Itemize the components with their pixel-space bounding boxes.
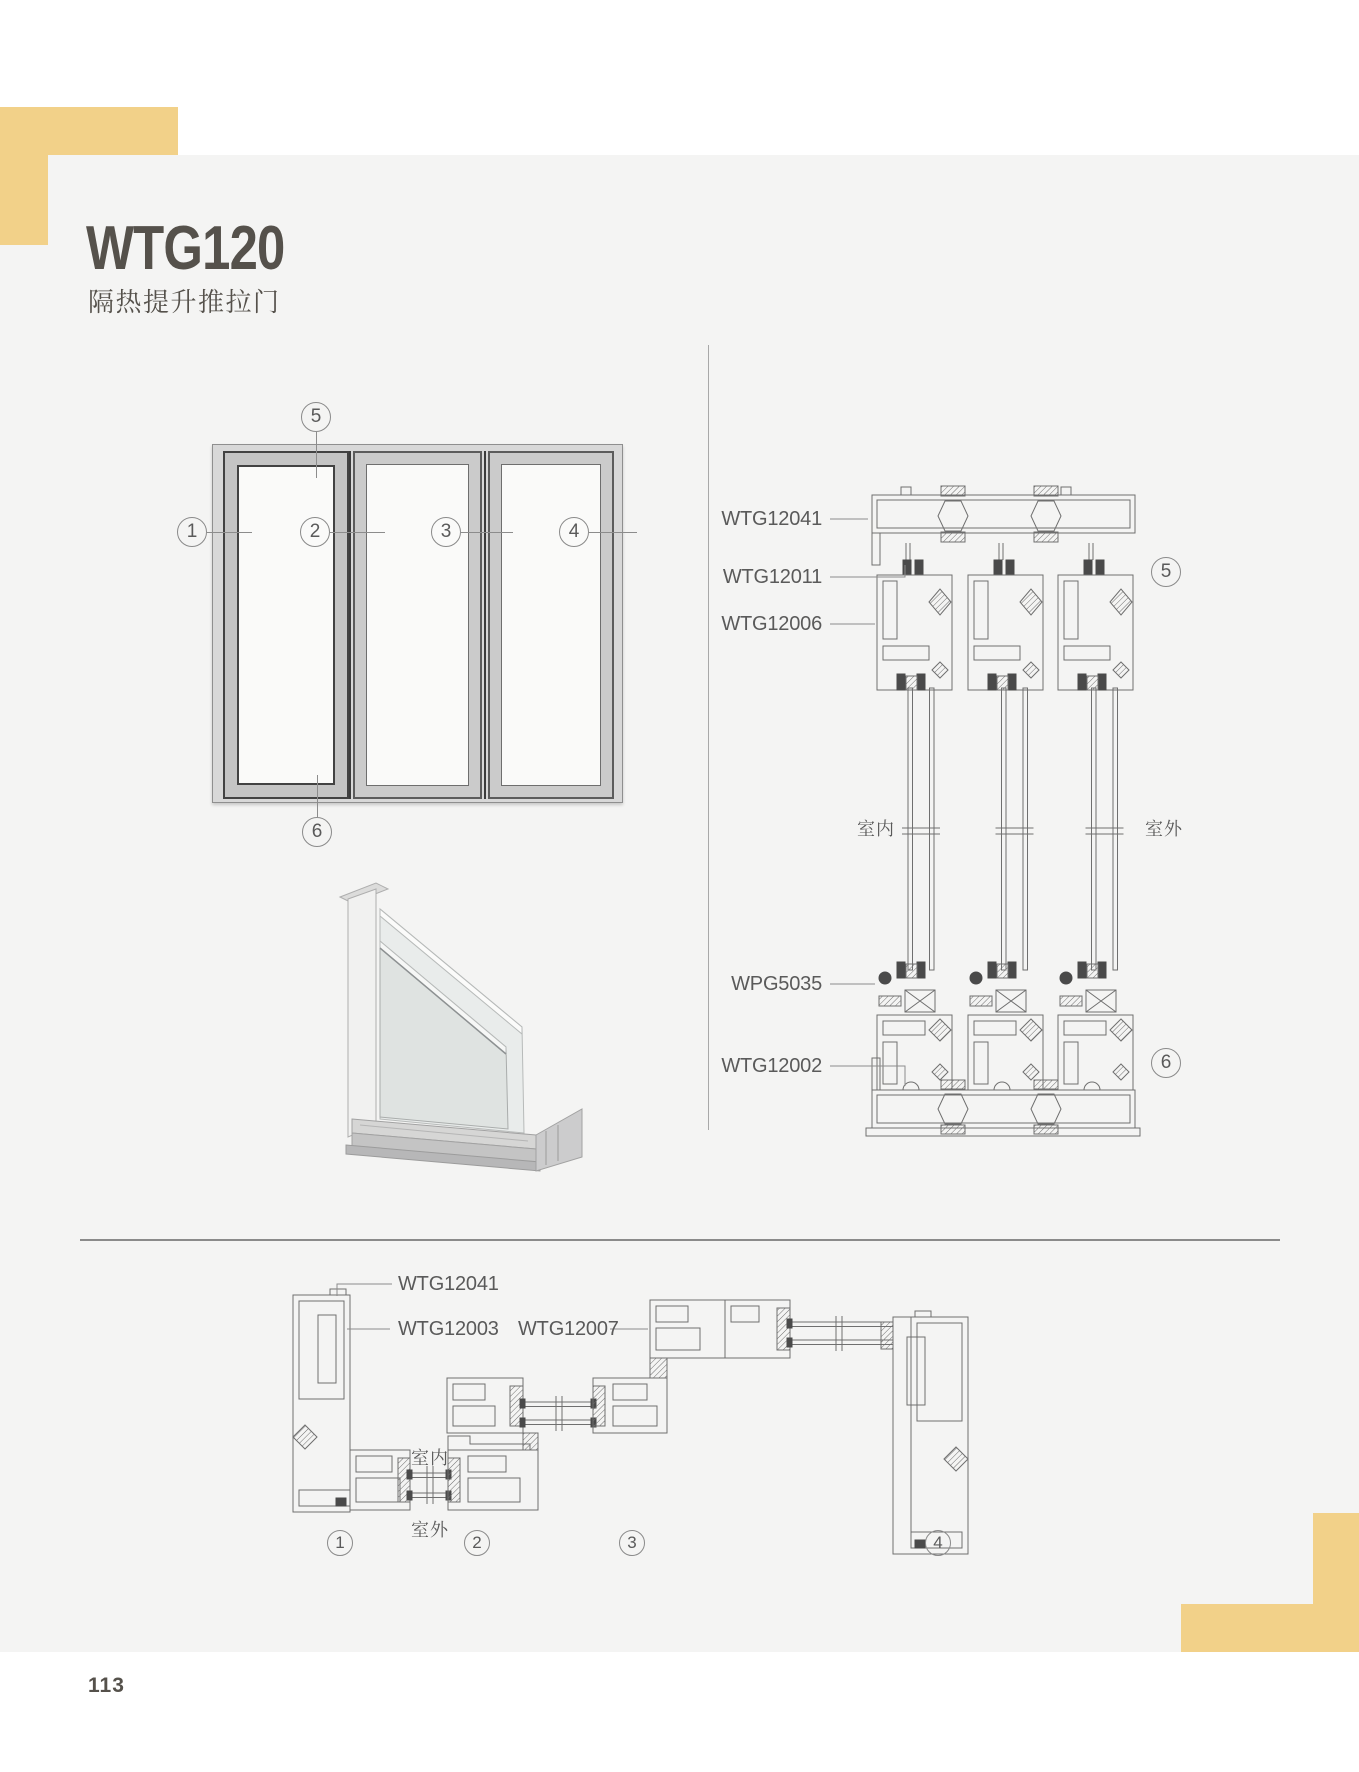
callout-2: 2 <box>300 517 330 547</box>
label-bead: WPG5035 <box>731 973 822 995</box>
leader-line <box>317 775 318 817</box>
left-jamb-profile <box>293 1289 350 1512</box>
leader-line <box>316 432 317 478</box>
leaf-2-profile <box>447 1378 596 1510</box>
label-top-frame: WTG12041 <box>721 508 822 530</box>
label-indoor-bottom: 室内 <box>411 1448 449 1468</box>
profile-3d-render <box>290 875 590 1190</box>
label-leaf-stile: WTG12003 <box>398 1318 499 1340</box>
label-sash-bottom: WTG12002 <box>721 1055 822 1077</box>
label-head-insert: WTG12011 <box>722 566 822 588</box>
label-indoor: 室内 <box>857 819 895 839</box>
leader-line <box>461 532 513 533</box>
label-interlock: WTG12007 <box>518 1318 619 1340</box>
sash-bottom-profiles <box>877 962 1133 1090</box>
sash-head-profiles <box>877 560 1133 690</box>
callout-5: 5 <box>301 402 331 432</box>
horizontal-section-drawing <box>260 1250 1050 1570</box>
page-number: 113 <box>88 1674 125 1697</box>
callout-bottom-4: 4 <box>925 1530 951 1556</box>
label-outdoor-bottom: 室外 <box>411 1520 449 1540</box>
callout-bottom-2: 2 <box>464 1530 490 1556</box>
door-panel-3-glass <box>501 464 601 786</box>
label-frame-jamb: WTG12041 <box>398 1273 499 1295</box>
section-separator <box>80 1239 1280 1241</box>
leaf-3-profile <box>593 1300 893 1433</box>
callout-1: 1 <box>177 517 207 547</box>
bottom-track-profile <box>866 1058 1140 1136</box>
callout-section-5: 5 <box>1151 557 1181 587</box>
callout-3: 3 <box>431 517 461 547</box>
glazing-units <box>902 688 1124 970</box>
door-panel-1-glass <box>237 465 335 785</box>
page-subtitle: 隔热提升推拉门 <box>88 287 281 317</box>
label-outdoor: 室外 <box>1145 819 1183 839</box>
leader-line <box>207 532 252 533</box>
panel-divider-line <box>349 451 351 799</box>
callout-bottom-3: 3 <box>619 1530 645 1556</box>
callout-bottom-1: 1 <box>327 1530 353 1556</box>
right-jamb-profile <box>893 1311 968 1554</box>
page-title: WTG120 <box>86 214 285 283</box>
leader-line <box>330 532 385 533</box>
door-panel-1 <box>223 451 349 799</box>
door-panel-2 <box>353 451 482 799</box>
accent-corner-bottom-right-horizontal <box>1181 1604 1359 1652</box>
callout-section-6: 6 <box>1151 1048 1181 1078</box>
top-track-profile <box>872 486 1135 565</box>
callout-4: 4 <box>559 517 589 547</box>
label-sash-top: WTG12006 <box>721 613 822 635</box>
callout-6: 6 <box>302 817 332 847</box>
panel-divider-line <box>484 451 486 799</box>
leader-line <box>589 532 637 533</box>
accent-corner-top-left-vertical <box>0 107 48 245</box>
door-panel-3 <box>488 451 614 799</box>
door-elevation <box>212 444 623 803</box>
door-panel-2-glass <box>366 464 469 786</box>
